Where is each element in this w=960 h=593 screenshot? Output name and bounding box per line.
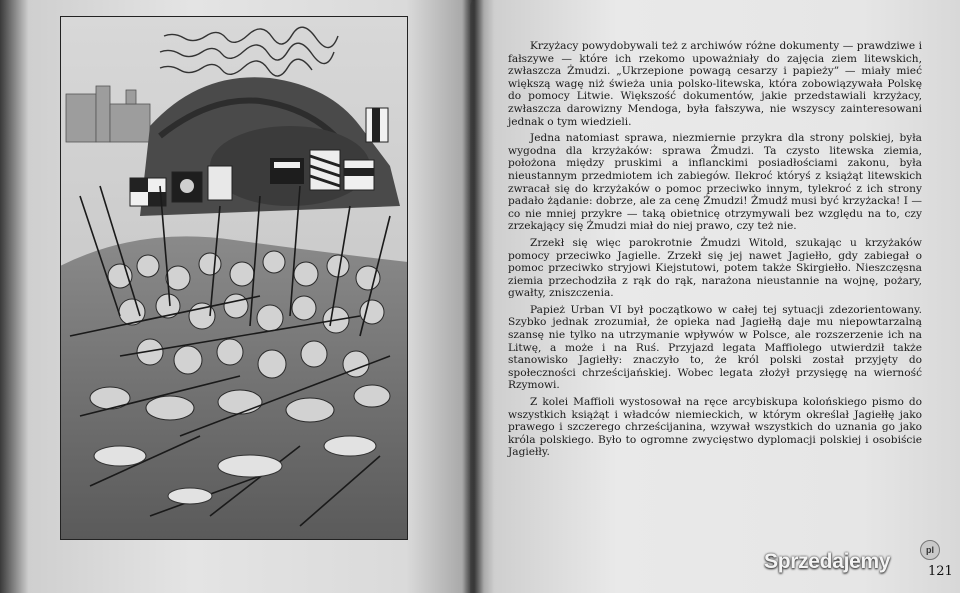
paragraph: Krzyżacy powydobywali też z archiwów różne dokumenty — prawdziwe i fałszywe — które ich rzekomo upoważniały do zajęcia ziem litewskich, zwłaszcza Żmudzi. „Ukrzepione powagą cesarzy i papieży” — miały mieć większą wagę niż świeża unia polsko-litewska, która zobowiązywała Polskę do pomocy Litwie. Większość dokumentów, jakie przedstawiali krzyżacy, zwłaszcza darowizny Mendoga, była fałszywa, nie wszyscy zainteresowani jednak o tym wiedzieli. <box>508 40 922 128</box>
watermark-text: Sprzedajemy <box>764 550 891 573</box>
paragraph: Jedna natomiast sprawa, niezmiernie przykra dla strony polskiej, była wygodna dla krzyżaków: sprawa Żmudzi. Ta czysto litewska ziemia, położona między pruskimi a inflanckimi posiadłościami zakonu, była nieustannym przedmiotem ich zabiegów. Ilekroć któryś z książąt litewskich zwracał się do krzyżaków o pomoc przeciwko innym, tylekroć z ich strony padało żądanie: dobrze, ale za cenę Żmudzi! Żmudź musi być krzyżacka! I — co nie mniej przykre — taką obietnicę otrzymywali bez względu na to, czy zrzekający się Żmudzi miał do niej prawo, czy też nie. <box>508 132 922 233</box>
watermark-badge: pl <box>920 540 940 560</box>
page-number: 121 <box>928 564 953 579</box>
paragraph: Zrzekł się więc parokrotnie Żmudzi Witold, szukając u krzyżaków pomocy przeciwko Jagielle. Zrzekł się jej nawet Jagiełło, gdy zabiegał o pomoc przeciwko stryjowi Kiejstutowi, potem także Skirgiełło. Nieszczęsna ziemia przechodziła z rąk do rąk, narażona nieustannie na wojnę, pożary, gwałty, zniszczenia. <box>508 236 922 300</box>
book-gutter <box>462 0 484 593</box>
battle-illustration <box>60 16 408 540</box>
left-page <box>0 0 478 593</box>
illustration-drawing <box>60 16 408 540</box>
paragraph: Z kolei Maffioli wystosował na ręce arcybiskupa kolońskiego pismo do wszystkich książąt i władców niemieckich, w którym określał Jagiełłę jako prawego i szczerego chrześcijanina, wzywał wszystkich do uznania go jako króla polskiego. Było to ogromne zwycięstwo dyplomacji polskiej i osobiście Jagiełły. <box>508 396 922 459</box>
paragraph: Papież Urban VI był początkowo w całej tej sytuacji zdezorientowany. Szybko jednak zrozumiał, że opieka nad Jagiełłą daje mu niepowtarzalną szansę nie tylko na utrzymanie wpływów w Polsce, ale rozszerzenie ich na Litwę, a może i na Ruś. Przyjazd legata Maffiolego utwierdził także stanowisko Jagiełły: znaczyło to, że król polski został przyjęty do społeczności chrześcijańskiej. Wobec legata złożył przysięgę na wierność Rzymowi. <box>508 303 922 392</box>
page-text <box>508 40 922 463</box>
watermark <box>764 545 934 576</box>
